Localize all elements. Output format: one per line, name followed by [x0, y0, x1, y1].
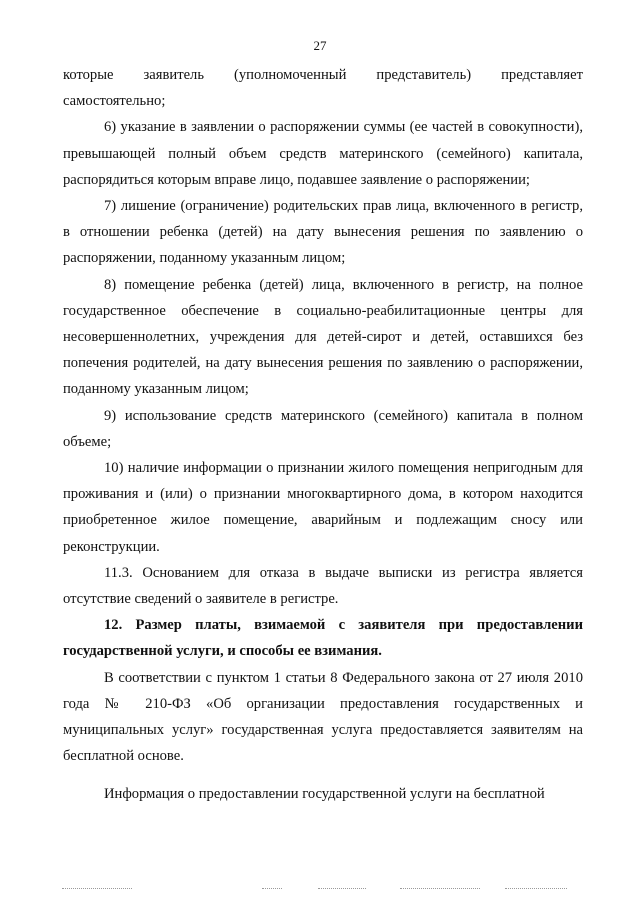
paragraph-continuation: которые заявитель (уполномоченный представитель) представляет самостоятельно;: [63, 67, 583, 110]
paragraph-info: Информация о предоставлении государственной услуги на бесплатной: [104, 786, 545, 803]
paragraph-law-reference: В соответствии с пунктом 1 статьи 8 Федерального закона от 27 июля 2010 года № 210-ФЗ «Об организации предоставления государственных и муниципальных услуг» государственная услуга предоставляется заявителям на бесплатной основе.: [63, 669, 583, 765]
list-item-9: 9) использование средств материнского (семейного) капитала в полном объеме;: [63, 407, 583, 450]
list-item-6: 6) указание в заявлении о распоряжении суммы (ее частей в совокупности), превышающей полный объем средств материнского (семейного) капитала, распорядиться которым вправе лицо, подавшее заявление о распоряжении;: [63, 119, 583, 188]
scan-artifact-dots: [0, 888, 640, 894]
list-item-7: 7) лишение (ограничение) родительских прав лица, включенного в регистр, в отношении ребенка (детей) на дату вынесения решения по заявлению о распоряжении, поданному указанным лицом;: [63, 198, 583, 267]
document-body: [63, 62, 583, 808]
list-item-10: 10) наличие информации о признании жилого помещения непригодным для проживания и (или) о признании многоквартирного дома, в котором находится приобретенное жилое помещение, аварийным и подлежащим сносу или реконструкции.: [63, 460, 583, 555]
list-item-8: 8) помещение ребенка (детей) лица, включенного в регистр, на полное государственное обеспечение в социально-реабилитационные центры для несовершеннолетних, учреждения для детей-сирот и детей, оставшихся без попечения родителей, на дату вынесения решения по заявлению о распоряжении, поданному указанным лицом;: [63, 276, 583, 398]
page-number: 27: [313, 38, 327, 53]
section-heading-12: 12. Размер платы, взимаемой с заявителя при предоставлении государственной услуги, и способы ее взимания.: [63, 617, 583, 660]
clause-11-3: 11.3. Основанием для отказа в выдаче выписки из регистра является отсутствие сведений о заявителе в регистре.: [63, 564, 583, 608]
